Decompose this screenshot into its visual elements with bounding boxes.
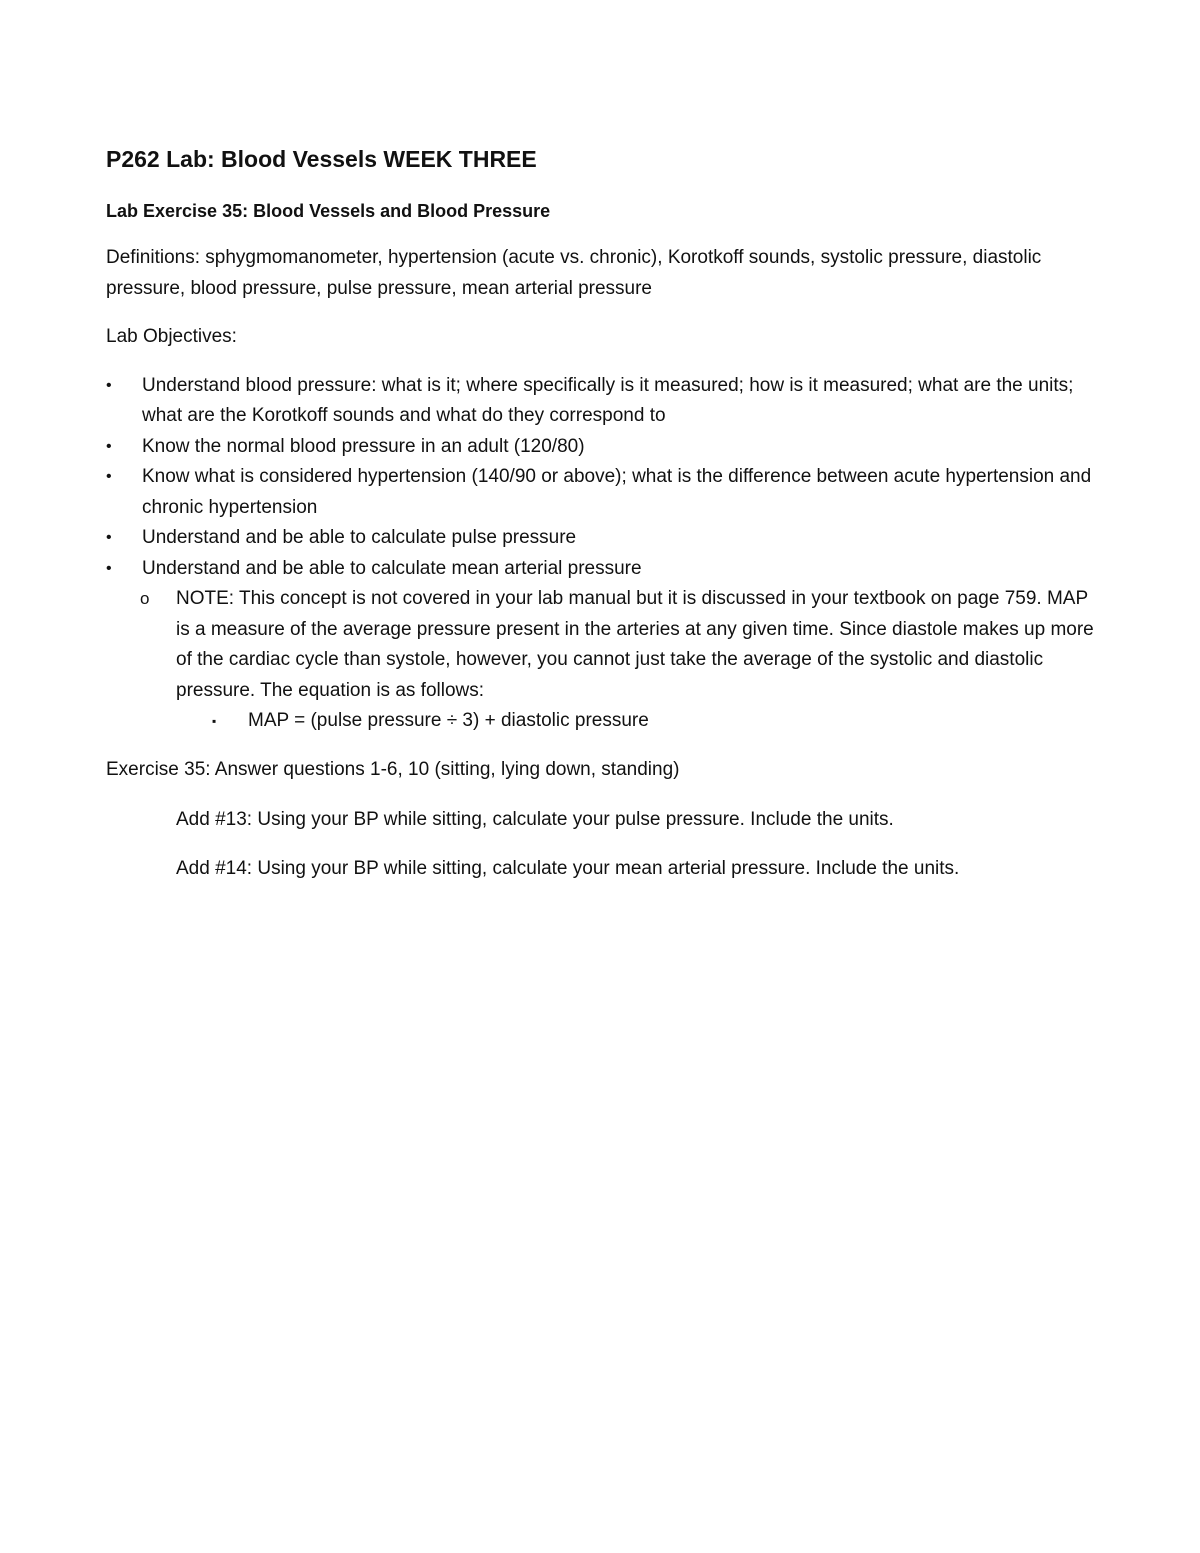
bullet-icon: •: [106, 529, 112, 546]
bullet-icon: •: [106, 437, 112, 455]
objectives-heading: Lab Objectives:: [106, 326, 237, 347]
bullet-icon: •: [106, 468, 112, 485]
map-equation: MAP = (pulse pressure ÷ 3) + diastolic pressure: [248, 710, 649, 731]
list-item: [106, 432, 1096, 463]
objective-text: Understand and be able to calculate pulse pressure: [142, 527, 577, 548]
circle-bullet-icon: o: [140, 589, 150, 608]
objective-text: Understand and be able to calculate mean arterial pressure: [142, 557, 642, 579]
exercise-instructions: Exercise 35: Answer questions 1-6, 10 (sitting, lying down, standing): [106, 758, 680, 780]
note-list: [106, 584, 1096, 737]
bullet-icon: •: [106, 559, 112, 577]
bullet-icon: •: [106, 376, 112, 394]
add-question-14: Add #14: Using your BP while sitting, calculate your mean arterial pressure. Include the units.: [176, 857, 960, 879]
document-body: [106, 143, 1096, 902]
equation-list: [176, 706, 1096, 737]
equation-item: [176, 706, 1096, 737]
add-question-13: Add #13: Using your BP while sitting, calculate your pulse pressure. Include the units.: [176, 809, 894, 830]
list-item: [106, 554, 1096, 585]
note-text: NOTE: This concept is not covered in your lab manual but it is discussed in your textbook on page 759. MAP is a measure of the average pressure present in the arteries at any given time. Since diastole makes up more of the cardiac cycle than systole, however, you cannot just take the average of the systolic and diastolic pressure. The equation is as follows:: [176, 588, 1094, 701]
list-item: [106, 523, 1096, 554]
objective-text: Know what is considered hypertension (140/90 or above); what is the difference between acute hypertension and chronic hypertension: [142, 466, 1092, 518]
document-title: P262 Lab: Blood Vessels WEEK THREE: [106, 146, 537, 172]
objective-text: Know the normal blood pressure in an adult (120/80): [142, 435, 585, 457]
note-item: [106, 584, 1096, 737]
list-item: [106, 371, 1096, 432]
square-bullet-icon: ▪: [212, 714, 217, 728]
list-item: [106, 462, 1096, 523]
objectives-list: [106, 371, 1096, 585]
definitions-paragraph: Definitions: sphygmomanometer, hypertension (acute vs. chronic), Korotkoff sounds, systolic pressure, diastolic pressure, blood pressure, pulse pressure, mean arterial pressure: [106, 247, 1042, 299]
exercise-subtitle: Lab Exercise 35: Blood Vessels and Blood Pressure: [106, 201, 551, 221]
objective-text: Understand blood pressure: what is it; where specifically is it measured; how is it measured; what are the units; what are the Korotkoff sounds and what do they correspond to: [142, 374, 1074, 426]
